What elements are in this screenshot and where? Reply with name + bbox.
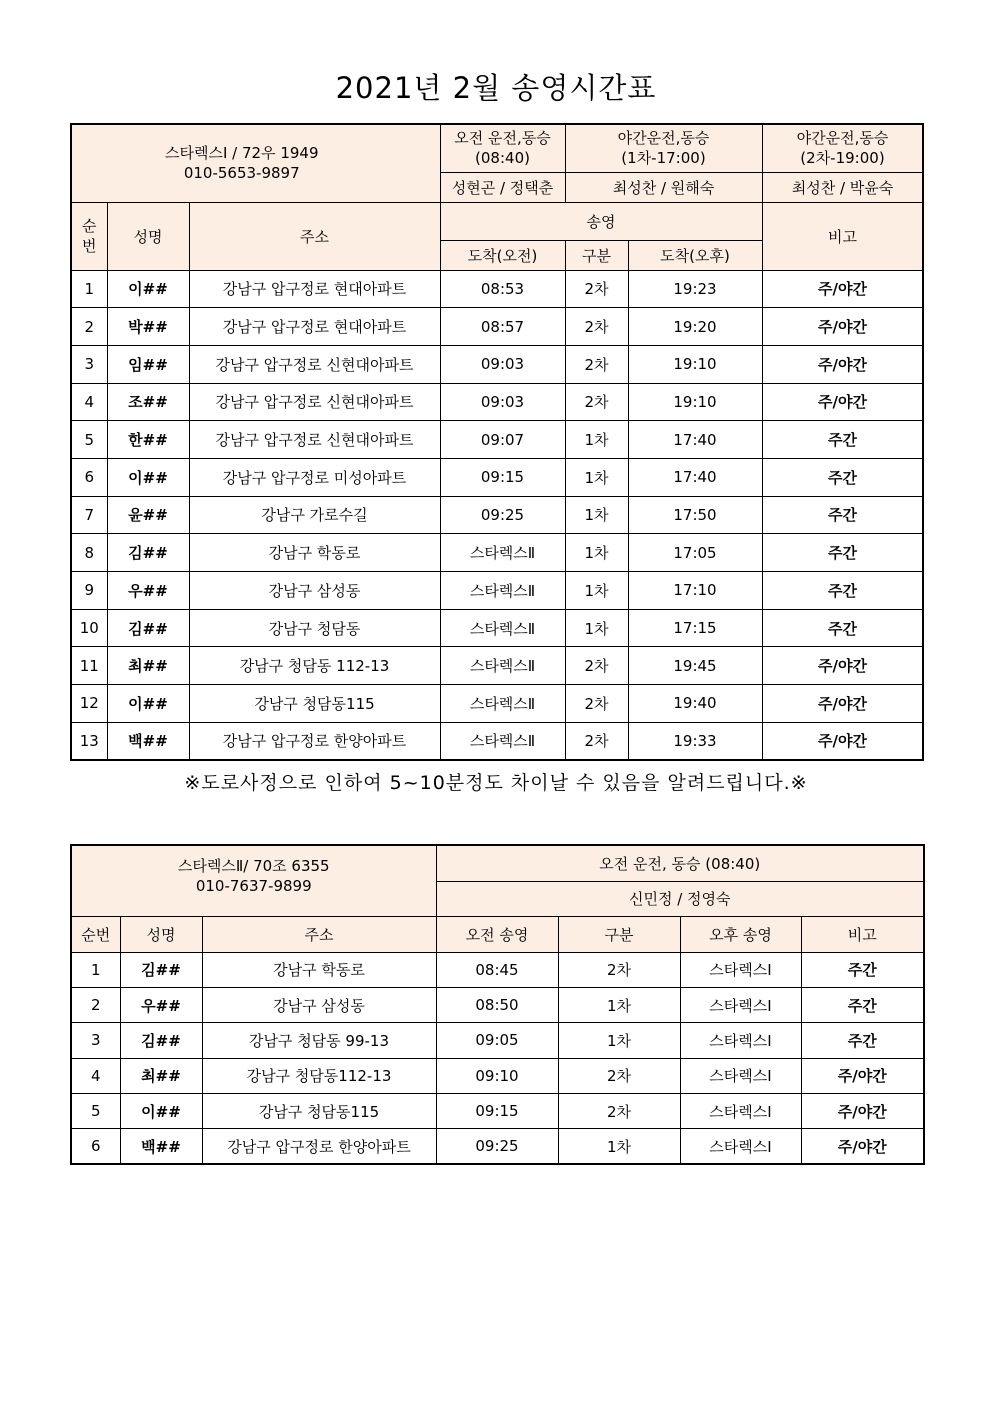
cell-pm: 19:10 bbox=[628, 383, 762, 421]
cell-note: 주간 bbox=[801, 987, 924, 1022]
cell-note: 주간 bbox=[762, 458, 923, 496]
cell-note: 주/야간 bbox=[762, 270, 923, 308]
cell-note: 주/야간 bbox=[801, 1129, 924, 1164]
col-group: 구분 bbox=[565, 240, 628, 270]
cell-note: 주간 bbox=[762, 534, 923, 572]
cell-no: 2 bbox=[71, 308, 107, 346]
cell-pm: 스타렉스Ⅰ bbox=[680, 1058, 801, 1093]
cell-pm: 19:20 bbox=[628, 308, 762, 346]
cell-pm: 19:10 bbox=[628, 345, 762, 383]
cell-addr: 강남구 가로수길 bbox=[189, 496, 440, 534]
run-staff-1: 성현곤 / 정택춘 bbox=[440, 172, 565, 202]
cell-no: 11 bbox=[71, 647, 107, 685]
cell-am: 08:50 bbox=[436, 987, 558, 1022]
cell-note: 주/야간 bbox=[762, 345, 923, 383]
cell-pm: 19:40 bbox=[628, 685, 762, 723]
cell-pm: 17:40 bbox=[628, 421, 762, 459]
cell-am: 스타렉스Ⅱ bbox=[440, 572, 565, 610]
cell-name: 김## bbox=[107, 534, 189, 572]
cell-no: 4 bbox=[71, 1058, 120, 1093]
table-row bbox=[71, 952, 924, 987]
cell-name: 이## bbox=[107, 270, 189, 308]
cell-group: 2차 bbox=[565, 308, 628, 346]
col-pm-transfer: 오후 송영 bbox=[680, 916, 801, 952]
bus-phone: 010-5653-9897 bbox=[183, 164, 300, 183]
cell-no: 9 bbox=[71, 572, 107, 610]
table-row bbox=[71, 647, 923, 685]
cell-name: 최## bbox=[120, 1058, 202, 1093]
cell-pm: 17:40 bbox=[628, 458, 762, 496]
table-row bbox=[71, 421, 923, 459]
table-row bbox=[71, 534, 923, 572]
cell-group: 2차 bbox=[565, 722, 628, 760]
col-name: 성명 bbox=[107, 202, 189, 270]
cell-pm: 19:45 bbox=[628, 647, 762, 685]
col-name: 성명 bbox=[120, 916, 202, 952]
cell-no: 12 bbox=[71, 685, 107, 723]
cell-group: 1차 bbox=[565, 572, 628, 610]
cell-addr: 강남구 청담동 99-13 bbox=[202, 1023, 436, 1058]
cell-group: 2차 bbox=[565, 345, 628, 383]
run-header-2: 야간운전,동승 (1차-17:00) bbox=[565, 124, 762, 172]
cell-pm: 스타렉스Ⅰ bbox=[680, 987, 801, 1022]
cell-group: 1차 bbox=[558, 1129, 680, 1164]
run-header-1: 오전 운전,동승 (08:40) bbox=[440, 124, 565, 172]
cell-am: 09:25 bbox=[440, 496, 565, 534]
col-note: 비고 bbox=[801, 916, 924, 952]
cell-addr: 강남구 청담동 bbox=[189, 609, 440, 647]
cell-addr: 강남구 청담동115 bbox=[189, 685, 440, 723]
cell-no: 3 bbox=[71, 1023, 120, 1058]
notice-text: ※도로사정으로 인하여 5~10분정도 차이날 수 있음을 알려드립니다.※ bbox=[184, 772, 808, 794]
cell-name: 이## bbox=[107, 458, 189, 496]
cell-note: 주간 bbox=[762, 609, 923, 647]
run-staff-2: 최성찬 / 원해숙 bbox=[565, 172, 762, 202]
run-staff-3: 최성찬 / 박윤숙 bbox=[762, 172, 923, 202]
cell-no: 8 bbox=[71, 534, 107, 572]
cell-no: 2 bbox=[71, 987, 120, 1022]
cell-group: 1차 bbox=[565, 458, 628, 496]
bus-name: 스타렉스Ⅱ/ 70조 6355 bbox=[177, 856, 330, 875]
cell-note: 주/야간 bbox=[801, 1058, 924, 1093]
cell-no: 5 bbox=[71, 1094, 120, 1129]
cell-am: 스타렉스Ⅱ bbox=[440, 647, 565, 685]
cell-no: 10 bbox=[71, 609, 107, 647]
cell-addr: 강남구 학동로 bbox=[189, 534, 440, 572]
cell-am: 스타렉스Ⅱ bbox=[440, 722, 565, 760]
cell-name: 한## bbox=[107, 421, 189, 459]
cell-name: 임## bbox=[107, 345, 189, 383]
cell-pm: 19:33 bbox=[628, 722, 762, 760]
cell-am: 08:57 bbox=[440, 308, 565, 346]
cell-name: 이## bbox=[120, 1094, 202, 1129]
bus-name: 스타렉스Ⅰ / 72우 1949 bbox=[165, 144, 319, 163]
cell-addr: 강남구 삼성동 bbox=[202, 987, 436, 1022]
cell-addr: 강남구 청담동115 bbox=[202, 1094, 436, 1129]
cell-note: 주간 bbox=[762, 572, 923, 610]
cell-note: 주/야간 bbox=[762, 722, 923, 760]
table-row bbox=[71, 1058, 924, 1093]
col-arrive-am: 도착(오전) bbox=[440, 240, 565, 270]
run-label: 오전 운전, 동승 (08:40) bbox=[436, 845, 924, 881]
run-staff: 신민정 / 정영숙 bbox=[436, 881, 924, 916]
col-address: 주소 bbox=[202, 916, 436, 952]
cell-am: 09:25 bbox=[436, 1129, 558, 1164]
table-row bbox=[71, 572, 923, 610]
cell-name: 조## bbox=[107, 383, 189, 421]
page-title: 2021년 2월 송영시간표 bbox=[335, 71, 657, 105]
cell-no: 13 bbox=[71, 722, 107, 760]
table-row bbox=[71, 270, 923, 308]
cell-am: 09:03 bbox=[440, 345, 565, 383]
cell-pm: 17:50 bbox=[628, 496, 762, 534]
cell-name: 박## bbox=[107, 308, 189, 346]
cell-note: 주/야간 bbox=[762, 685, 923, 723]
cell-note: 주간 bbox=[801, 952, 924, 987]
cell-note: 주간 bbox=[762, 496, 923, 534]
cell-addr: 강남구 압구정로 한양아파트 bbox=[202, 1129, 436, 1164]
bus-phone: 010-7637-9899 bbox=[195, 876, 312, 895]
cell-am: 09:05 bbox=[436, 1023, 558, 1058]
cell-name: 김## bbox=[120, 1023, 202, 1058]
cell-addr: 강남구 압구정로 미성아파트 bbox=[189, 458, 440, 496]
cell-group: 1차 bbox=[565, 534, 628, 572]
cell-addr: 강남구 압구정로 현대아파트 bbox=[189, 308, 440, 346]
table-row bbox=[71, 308, 923, 346]
cell-am: 09:10 bbox=[436, 1058, 558, 1093]
cell-addr: 강남구 압구정로 신현대아파트 bbox=[189, 383, 440, 421]
table-row bbox=[71, 987, 924, 1022]
cell-am: 09:07 bbox=[440, 421, 565, 459]
table-row bbox=[71, 383, 923, 421]
cell-group: 1차 bbox=[565, 609, 628, 647]
cell-note: 주/야간 bbox=[762, 647, 923, 685]
cell-addr: 강남구 학동로 bbox=[202, 952, 436, 987]
cell-group: 2차 bbox=[558, 1094, 680, 1129]
cell-pm: 스타렉스Ⅰ bbox=[680, 1129, 801, 1164]
cell-pm: 스타렉스Ⅰ bbox=[680, 1094, 801, 1129]
cell-no: 7 bbox=[71, 496, 107, 534]
cell-group: 1차 bbox=[558, 1023, 680, 1058]
col-no: 순 번 bbox=[71, 202, 107, 270]
cell-no: 5 bbox=[71, 421, 107, 459]
cell-name: 백## bbox=[107, 722, 189, 760]
cell-no: 1 bbox=[71, 270, 107, 308]
table-row bbox=[71, 458, 923, 496]
cell-group: 2차 bbox=[565, 647, 628, 685]
table-row bbox=[71, 1023, 924, 1058]
cell-group: 2차 bbox=[558, 1058, 680, 1093]
cell-addr: 강남구 청담동112-13 bbox=[202, 1058, 436, 1093]
cell-group: 1차 bbox=[565, 496, 628, 534]
cell-addr: 강남구 압구정로 신현대아파트 bbox=[189, 421, 440, 459]
col-note: 비고 bbox=[762, 202, 923, 270]
cell-addr: 강남구 압구정로 현대아파트 bbox=[189, 270, 440, 308]
table-row bbox=[71, 685, 923, 723]
cell-am: 09:15 bbox=[436, 1094, 558, 1129]
table-row bbox=[71, 722, 923, 760]
cell-note: 주간 bbox=[801, 1023, 924, 1058]
cell-am: 스타렉스Ⅱ bbox=[440, 685, 565, 723]
cell-name: 최## bbox=[107, 647, 189, 685]
cell-am: 스타렉스Ⅱ bbox=[440, 609, 565, 647]
cell-group: 2차 bbox=[565, 685, 628, 723]
cell-addr: 강남구 삼성동 bbox=[189, 572, 440, 610]
table-row bbox=[71, 345, 923, 383]
cell-name: 백## bbox=[120, 1129, 202, 1164]
run-header-3: 야간운전,동승 (2차-19:00) bbox=[762, 124, 923, 172]
cell-no: 6 bbox=[71, 458, 107, 496]
cell-group: 1차 bbox=[558, 987, 680, 1022]
col-no: 순번 bbox=[71, 916, 120, 952]
cell-no: 3 bbox=[71, 345, 107, 383]
cell-pm: 17:15 bbox=[628, 609, 762, 647]
cell-no: 4 bbox=[71, 383, 107, 421]
schedule-table-starex-1 bbox=[70, 123, 924, 761]
col-address: 주소 bbox=[189, 202, 440, 270]
cell-no: 6 bbox=[71, 1129, 120, 1164]
cell-no: 1 bbox=[71, 952, 120, 987]
cell-am: 08:53 bbox=[440, 270, 565, 308]
col-am-transfer: 오전 송영 bbox=[436, 916, 558, 952]
bus-info bbox=[71, 845, 436, 916]
cell-am: 08:45 bbox=[436, 952, 558, 987]
bus-info bbox=[71, 124, 440, 202]
cell-am: 09:03 bbox=[440, 383, 565, 421]
cell-pm: 스타렉스Ⅰ bbox=[680, 1023, 801, 1058]
cell-note: 주간 bbox=[762, 421, 923, 459]
schedule-table-starex-2 bbox=[70, 844, 925, 1165]
cell-note: 주/야간 bbox=[762, 308, 923, 346]
cell-name: 김## bbox=[120, 952, 202, 987]
cell-addr: 강남구 청담동 112-13 bbox=[189, 647, 440, 685]
cell-group: 2차 bbox=[565, 270, 628, 308]
table-row bbox=[71, 1129, 924, 1164]
cell-name: 우## bbox=[120, 987, 202, 1022]
cell-pm: 스타렉스Ⅰ bbox=[680, 952, 801, 987]
cell-name: 우## bbox=[107, 572, 189, 610]
cell-group: 1차 bbox=[565, 421, 628, 459]
col-transfer: 송영 bbox=[440, 202, 762, 240]
cell-name: 윤## bbox=[107, 496, 189, 534]
cell-pm: 17:05 bbox=[628, 534, 762, 572]
table-row bbox=[71, 1094, 924, 1129]
cell-pm: 17:10 bbox=[628, 572, 762, 610]
col-group: 구분 bbox=[558, 916, 680, 952]
cell-note: 주/야간 bbox=[762, 383, 923, 421]
col-arrive-pm: 도착(오후) bbox=[628, 240, 762, 270]
cell-am: 스타렉스Ⅱ bbox=[440, 534, 565, 572]
cell-pm: 19:23 bbox=[628, 270, 762, 308]
cell-name: 이## bbox=[107, 685, 189, 723]
cell-name: 김## bbox=[107, 609, 189, 647]
cell-group: 2차 bbox=[565, 383, 628, 421]
table-row bbox=[71, 496, 923, 534]
cell-note: 주/야간 bbox=[801, 1094, 924, 1129]
cell-am: 09:15 bbox=[440, 458, 565, 496]
table-row bbox=[71, 609, 923, 647]
cell-addr: 강남구 압구정로 한양아파트 bbox=[189, 722, 440, 760]
cell-addr: 강남구 압구정로 신현대아파트 bbox=[189, 345, 440, 383]
cell-group: 2차 bbox=[558, 952, 680, 987]
